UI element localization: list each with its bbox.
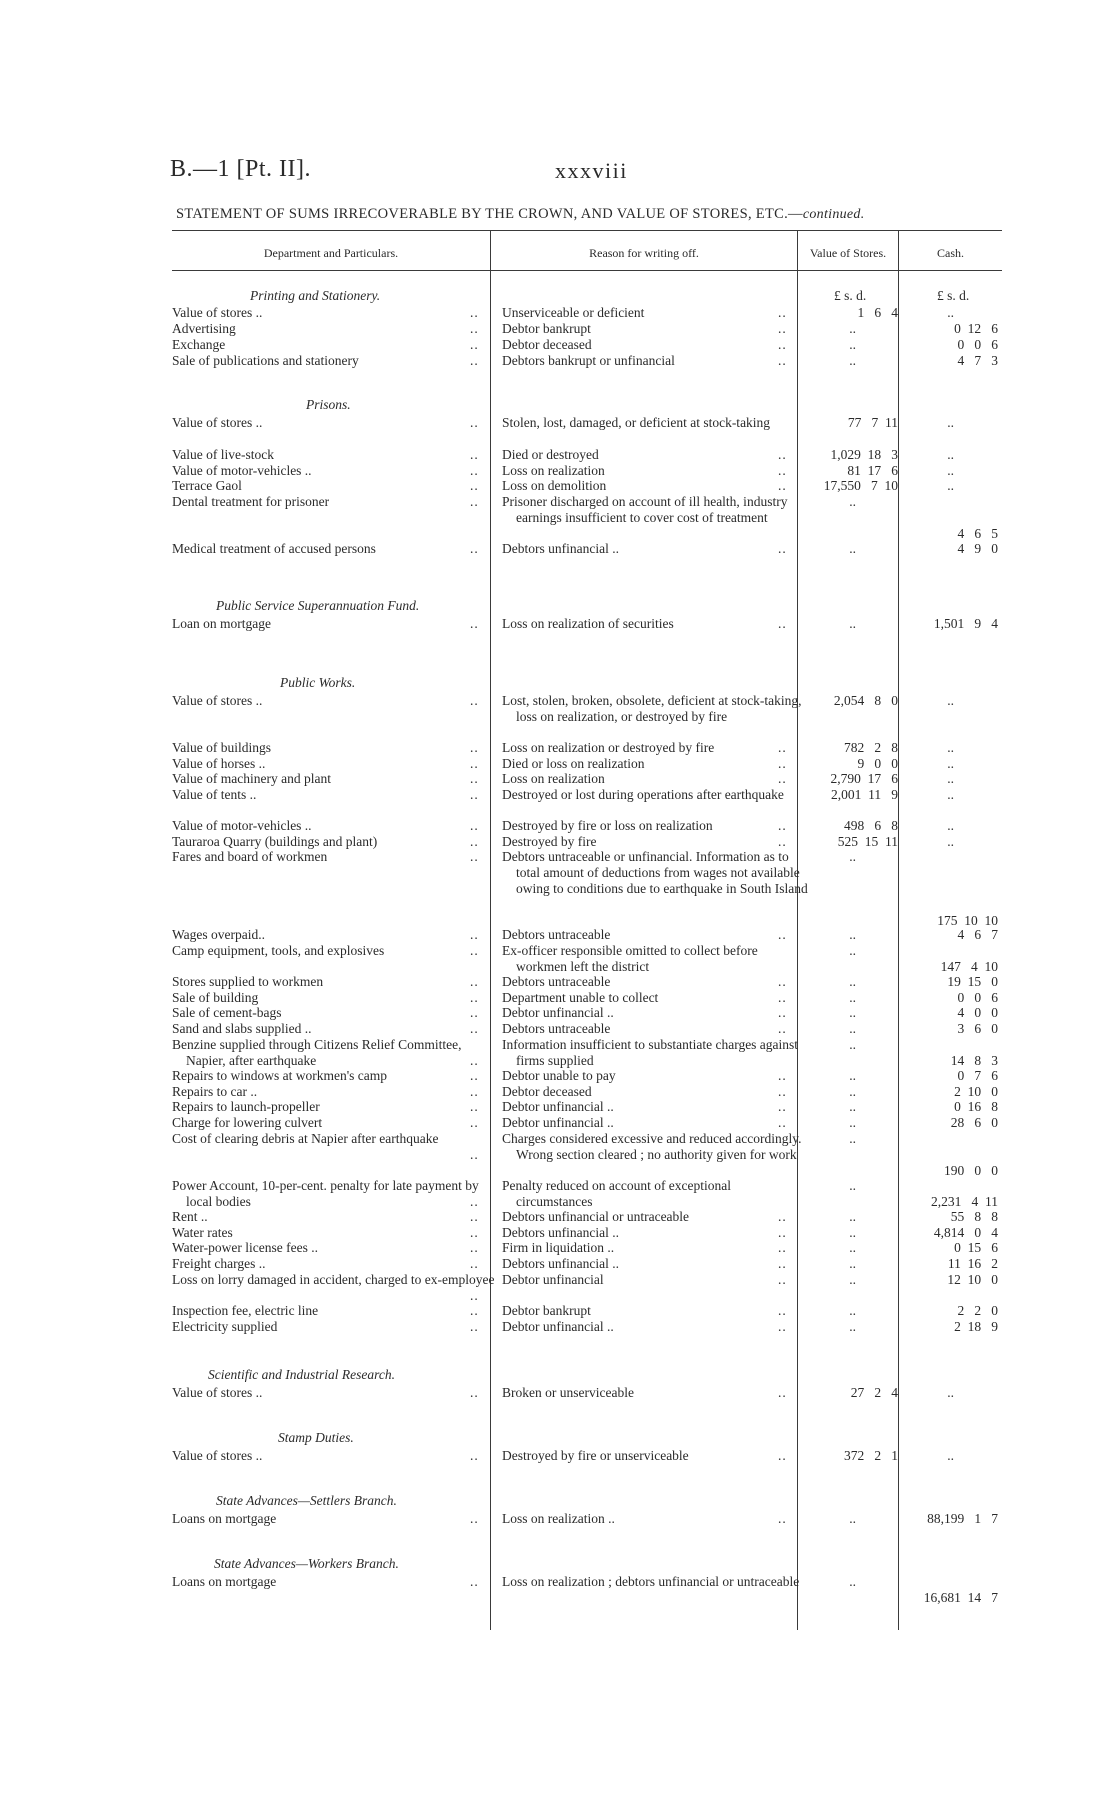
cash-value: 11 16 2 (947, 1256, 998, 1271)
stores-value: .. (849, 849, 856, 864)
reason-cell: Debtors unfinancial .. (502, 1225, 619, 1240)
leader-dots: .. (470, 1115, 479, 1130)
cash-value: 14 8 3 (950, 1053, 998, 1068)
cash-value: .. (947, 305, 954, 320)
leader-dots: .. (470, 1084, 479, 1099)
leader-dots: .. (778, 541, 787, 556)
leader-dots: .. (778, 818, 787, 833)
leader-dots: .. (470, 321, 479, 336)
leader-dots: .. (778, 1256, 787, 1271)
stores-value: .. (849, 1511, 856, 1526)
leader-dots: .. (470, 1209, 479, 1224)
reason-cell: Loss on realization .. (502, 1511, 615, 1526)
leader-dots: .. (470, 1288, 479, 1303)
reason-cell: Debtor unfinancial .. (502, 1005, 614, 1020)
reason-cell: Debtor bankrupt (502, 1303, 591, 1318)
section-heading: Prisons. (306, 397, 351, 412)
cash-value: .. (947, 818, 954, 833)
leader-dots: .. (470, 1005, 479, 1020)
particular-cell: Freight charges .. (172, 1256, 266, 1271)
particular-cell: Inspection fee, electric line (172, 1303, 319, 1318)
particular-cell: Cost of clearing debris at Napier after earthquake (172, 1131, 439, 1146)
leader-dots: .. (470, 756, 479, 771)
reason-cell: Department unable to collect (502, 990, 659, 1005)
page-number: xxxviii (555, 158, 628, 183)
stores-value: .. (849, 1574, 856, 1589)
reason-cell: Loss on realization or destroyed by fire (502, 740, 715, 755)
cash-value: .. (947, 787, 954, 802)
cash-value: 55 8 8 (950, 1209, 998, 1224)
leader-dots: .. (470, 1225, 479, 1240)
leader-dots: .. (778, 1319, 787, 1334)
stores-value: 77 7 11 (847, 415, 898, 430)
leader-dots: .. (470, 1099, 479, 1114)
leader-dots: .. (778, 1385, 787, 1400)
header-top-rule (172, 230, 1002, 231)
particular-cell: Exchange (172, 337, 226, 352)
cash-value: .. (947, 415, 954, 430)
leader-dots: .. (778, 756, 787, 771)
reason-cell: Debtors untraceable (502, 927, 611, 942)
particular-cell: Power Account, 10-per-cent. penalty for late payment by local bodies (172, 1178, 479, 1209)
particular-cell: Loss on lorry damaged in accident, charged to ex-employee (172, 1272, 495, 1287)
column-header-cash: Cash. (937, 246, 964, 260)
reason-cell: Firm in liquidation .. (502, 1240, 615, 1255)
reason-cell: Prisoner discharged on account of ill health, industry earnings insufficient to cover cost of treatment (502, 494, 788, 525)
cash-value: .. (947, 1385, 954, 1400)
leader-dots: .. (778, 990, 787, 1005)
stores-value: .. (849, 353, 856, 368)
cash-value: 16,681 14 7 (923, 1590, 998, 1605)
particular-cell: Value of machinery and plant (172, 771, 331, 786)
particular-cell: Dental treatment for prisoner (172, 494, 330, 509)
reason-cell: Debtors untraceable (502, 974, 611, 989)
stores-value: .. (849, 1225, 856, 1240)
particular-cell: Water rates (172, 1225, 233, 1240)
particular-cell: Terrace Gaol (172, 478, 242, 493)
stores-value: .. (849, 1068, 856, 1083)
cash-value: 4 6 7 (957, 927, 998, 942)
reason-cell: Broken or unserviceable (502, 1385, 634, 1400)
leader-dots: .. (470, 834, 479, 849)
stores-value: .. (849, 616, 856, 631)
reason-cell: Debtor unfinancial .. (502, 1115, 614, 1130)
particular-cell: Water-power license fees .. (172, 1240, 318, 1255)
stores-value: .. (849, 1272, 856, 1287)
stores-value: 81 17 6 (847, 463, 898, 478)
stores-value: .. (849, 1178, 856, 1193)
leader-dots: .. (470, 447, 479, 462)
stores-value: 17,550 7 10 (823, 478, 898, 493)
cash-value: .. (947, 834, 954, 849)
leader-dots: .. (470, 927, 479, 942)
column-divider (490, 230, 491, 1630)
leader-dots: .. (470, 943, 479, 958)
leader-dots: .. (470, 478, 479, 493)
stores-value: .. (849, 1115, 856, 1130)
cash-value: 4 9 0 (957, 541, 998, 556)
page-title (176, 206, 865, 223)
stores-value: 782 2 8 (844, 740, 898, 755)
leader-dots: .. (470, 974, 479, 989)
leader-dots: .. (778, 1099, 787, 1114)
reason-cell: Information insufficient to substantiate charges against firms supplied (502, 1037, 799, 1068)
leader-dots: .. (470, 1068, 479, 1083)
stores-currency-units: £ s. d. (834, 288, 867, 303)
reason-cell: Debtors untraceable or unfinancial. Information as to total amount of deductions from wages not available owing to conditions due to earthquake in South Island (502, 849, 808, 896)
cash-value: .. (947, 756, 954, 771)
reason-cell: Ex-officer responsible omitted to collect before workmen left the district (502, 943, 758, 974)
leader-dots: .. (470, 1194, 479, 1209)
reason-cell: Unserviceable or deficient (502, 305, 645, 320)
particular-cell: Medical treatment of accused persons (172, 541, 376, 556)
column-divider (898, 230, 899, 1630)
reason-cell: Debtors unfinancial .. (502, 1256, 619, 1271)
leader-dots: .. (470, 1574, 479, 1589)
stores-value: 9 0 0 (857, 756, 898, 771)
particular-cell: Value of stores .. (172, 1385, 263, 1400)
leader-dots: .. (778, 1084, 787, 1099)
leader-dots: .. (470, 415, 479, 430)
leader-dots: .. (470, 1147, 479, 1162)
leader-dots: .. (778, 1068, 787, 1083)
cash-value: 19 15 0 (947, 974, 998, 989)
leader-dots: .. (470, 1240, 479, 1255)
cash-value: 0 7 6 (957, 1068, 998, 1083)
section-heading: Public Service Superannuation Fund. (216, 598, 420, 613)
particular-cell: Repairs to windows at workmen's camp (172, 1068, 388, 1083)
leader-dots: .. (470, 818, 479, 833)
leader-dots: .. (470, 1319, 479, 1334)
leader-dots: .. (470, 740, 479, 755)
leader-dots: .. (778, 1303, 787, 1318)
leader-dots: .. (470, 787, 479, 802)
cash-value: 2 18 9 (954, 1319, 998, 1334)
leader-dots: .. (470, 771, 479, 786)
leader-dots: .. (470, 1511, 479, 1526)
cash-currency-units: £ s. d. (937, 288, 970, 303)
particular-cell: Wages overpaid.. (172, 927, 266, 942)
section-heading: Stamp Duties. (278, 1430, 354, 1445)
stores-value: .. (849, 541, 856, 556)
stores-value: .. (849, 1021, 856, 1036)
cash-value: .. (947, 740, 954, 755)
column-header-particulars: Department and Particulars. (263, 246, 399, 260)
section-heading: Scientific and Industrial Research. (208, 1367, 395, 1382)
section-heading: State Advances—Workers Branch. (214, 1556, 399, 1571)
particular-cell: Repairs to launch-propeller (172, 1099, 320, 1114)
leader-dots: .. (778, 927, 787, 942)
stores-value: .. (849, 321, 856, 336)
particular-cell: Camp equipment, tools, and explosives (172, 943, 385, 958)
leader-dots: .. (470, 1303, 479, 1318)
leader-dots: .. (470, 337, 479, 352)
reason-cell: Debtors untraceable (502, 1021, 611, 1036)
cash-value: 0 16 8 (954, 1099, 998, 1114)
cash-value: 2 2 0 (957, 1303, 998, 1318)
stores-value: .. (849, 974, 856, 989)
particular-cell: Value of live-stock (172, 447, 274, 462)
stores-value: 2,054 8 0 (833, 693, 898, 708)
column-header-reason: Reason for writing off. (589, 246, 699, 260)
stores-value: .. (849, 943, 856, 958)
particular-cell: Sale of publications and stationery (172, 353, 359, 368)
reason-cell: Debtors bankrupt or unfinancial (502, 353, 675, 368)
cash-value: 175 10 10 (937, 913, 998, 928)
stores-value: .. (849, 1303, 856, 1318)
particular-cell: Loans on mortgage (172, 1511, 277, 1526)
reason-cell: Debtors unfinancial .. (502, 541, 619, 556)
particular-cell: Sand and slabs supplied .. (172, 1021, 312, 1036)
title-text: STATEMENT OF SUMS IRRECOVERABLE BY THE CROWN, AND VALUE OF STORES, ETC.— (176, 206, 803, 222)
particular-cell: Advertising (172, 321, 236, 336)
leader-dots: .. (778, 447, 787, 462)
cash-value: 2 10 0 (954, 1084, 998, 1099)
cash-value: .. (947, 463, 954, 478)
stores-value: .. (849, 1256, 856, 1271)
cash-value: 4,814 0 4 (933, 1225, 998, 1240)
reason-cell: Debtor deceased (502, 337, 592, 352)
document-reference: B.—1 [Pt. II]. (170, 156, 311, 182)
title-continued: continued. (802, 207, 865, 222)
section-heading: Public Works. (280, 675, 356, 690)
leader-dots: .. (470, 849, 479, 864)
reason-cell: Loss on realization of securities (502, 616, 674, 631)
leader-dots: .. (470, 616, 479, 631)
stores-value: .. (849, 1319, 856, 1334)
leader-dots: .. (470, 1448, 479, 1463)
leader-dots: .. (470, 541, 479, 556)
reason-cell: Debtor unfinancial (502, 1272, 604, 1287)
particular-cell: Loan on mortgage (172, 616, 271, 631)
cash-value: 0 15 6 (954, 1240, 998, 1255)
leader-dots: .. (470, 494, 479, 509)
stores-value: 372 2 1 (844, 1448, 898, 1463)
cash-value: .. (947, 478, 954, 493)
stores-value: 2,001 11 9 (831, 787, 898, 802)
cash-value: 28 6 0 (950, 1115, 998, 1130)
cash-value: 0 0 6 (957, 990, 998, 1005)
leader-dots: .. (778, 1115, 787, 1130)
cash-value: 0 12 6 (954, 321, 998, 336)
reason-cell: Died or destroyed (502, 447, 599, 462)
leader-dots: .. (778, 1448, 787, 1463)
leader-dots: .. (470, 1385, 479, 1400)
particular-cell: Value of buildings (172, 740, 271, 755)
particular-cell: Value of stores .. (172, 693, 263, 708)
reason-cell: Charges considered excessive and reduced accordingly. Wrong section cleared ; no authority given for work (502, 1131, 802, 1162)
leader-dots: .. (778, 1240, 787, 1255)
stores-value: 525 15 11 (837, 834, 898, 849)
section-heading: State Advances—Settlers Branch. (216, 1493, 397, 1508)
section-heading: Printing and Stationery. (250, 288, 381, 303)
reason-cell: Debtor unable to pay (502, 1068, 616, 1083)
reason-cell: Loss on realization ; debtors unfinancial or untraceable (502, 1574, 800, 1589)
reason-cell: Debtor unfinancial .. (502, 1099, 614, 1114)
particular-cell: Value of motor-vehicles .. (172, 818, 312, 833)
leader-dots: .. (778, 1272, 787, 1287)
header-bottom-rule (172, 270, 1002, 271)
stores-value: .. (849, 990, 856, 1005)
leader-dots: .. (778, 1209, 787, 1224)
cash-value: 190 0 0 (944, 1163, 998, 1178)
stores-value: .. (849, 1037, 856, 1052)
particular-cell: Rent .. (172, 1209, 208, 1224)
particular-cell: Electricity supplied (172, 1319, 278, 1334)
leader-dots: .. (778, 1021, 787, 1036)
reason-cell: Stolen, lost, damaged, or deficient at stock-taking (502, 415, 771, 430)
particular-cell: Loans on mortgage (172, 1574, 277, 1589)
particular-cell: Value of stores .. (172, 305, 263, 320)
cash-value: 4 7 3 (957, 353, 998, 368)
leader-dots: .. (778, 478, 787, 493)
particular-cell: Benzine supplied through Citizens Relief Committee, Napier, after earthquake (172, 1037, 462, 1068)
reason-cell: Destroyed by fire or unserviceable (502, 1448, 689, 1463)
particular-cell: Value of motor-vehicles .. (172, 463, 312, 478)
reason-cell: Loss on realization (502, 463, 605, 478)
leader-dots: .. (778, 771, 787, 786)
stores-value: .. (849, 1240, 856, 1255)
leader-dots: .. (470, 305, 479, 320)
cash-value: .. (947, 447, 954, 462)
cash-value: .. (947, 693, 954, 708)
leader-dots: .. (778, 834, 787, 849)
reason-cell: Loss on realization (502, 771, 605, 786)
particular-cell: Repairs to car .. (172, 1084, 258, 1099)
cash-value: 0 0 6 (957, 337, 998, 352)
reason-cell: Destroyed or lost during operations after earthquake (502, 787, 784, 802)
particular-cell: Charge for lowering culvert (172, 1115, 323, 1130)
leader-dots: .. (778, 740, 787, 755)
stores-value: .. (849, 927, 856, 942)
leader-dots: .. (470, 1021, 479, 1036)
cash-value: 147 4 10 (940, 959, 998, 974)
cash-value: .. (947, 1448, 954, 1463)
stores-value: .. (849, 494, 856, 509)
stores-value: .. (849, 1131, 856, 1146)
column-divider (797, 230, 798, 1630)
cash-value: 88,199 1 7 (927, 1511, 998, 1526)
leader-dots: .. (778, 337, 787, 352)
column-header-stores: Value of Stores. (809, 246, 887, 260)
stores-value: .. (849, 1099, 856, 1114)
particular-cell: Sale of building (172, 990, 259, 1005)
particular-cell: Tauraroa Quarry (buildings and plant) (172, 834, 378, 849)
leader-dots: .. (470, 463, 479, 478)
particular-cell: Value of stores .. (172, 415, 263, 430)
stores-value: .. (849, 1209, 856, 1224)
reason-cell: Destroyed by fire (502, 834, 597, 849)
leader-dots: .. (470, 990, 479, 1005)
leader-dots: .. (778, 1225, 787, 1240)
reason-cell: Debtor unfinancial .. (502, 1319, 614, 1334)
cash-value: 2,231 4 11 (931, 1194, 998, 1209)
cash-value: 4 6 5 (957, 526, 998, 541)
cash-value: 12 10 0 (947, 1272, 998, 1287)
leader-dots: .. (778, 974, 787, 989)
leader-dots: .. (778, 353, 787, 368)
stores-value: .. (849, 1005, 856, 1020)
cash-value: 1,501 9 4 (933, 616, 998, 631)
stores-value: .. (849, 337, 856, 352)
cash-value: 3 6 0 (957, 1021, 998, 1036)
reason-cell: Debtor deceased (502, 1084, 592, 1099)
reason-cell: Loss on demolition (502, 478, 607, 493)
leader-dots: .. (778, 1511, 787, 1526)
leader-dots: .. (470, 693, 479, 708)
particular-cell: Sale of cement-bags (172, 1005, 282, 1020)
leader-dots: .. (778, 1005, 787, 1020)
particular-cell: Value of tents .. (172, 787, 257, 802)
reason-cell: Penalty reduced on account of exceptional circumstances (502, 1178, 732, 1209)
cash-value: 4 0 0 (957, 1005, 998, 1020)
reason-cell: Destroyed by fire or loss on realization (502, 818, 713, 833)
particular-cell: Value of stores .. (172, 1448, 263, 1463)
reason-cell: Lost, stolen, broken, obsolete, deficient at stock-taking, loss on realization, or destroyed by fire (502, 693, 802, 724)
leader-dots: .. (778, 321, 787, 336)
leader-dots: .. (470, 353, 479, 368)
particular-cell: Fares and board of workmen (172, 849, 328, 864)
reason-cell: Debtors unfinancial or untraceable (502, 1209, 690, 1224)
cash-value: .. (947, 771, 954, 786)
stores-value: 1,029 18 3 (830, 447, 898, 462)
leader-dots: .. (778, 463, 787, 478)
leader-dots: .. (470, 1256, 479, 1271)
stores-value: .. (849, 1084, 856, 1099)
stores-value: 2,790 17 6 (830, 771, 898, 786)
particular-cell: Value of horses .. (172, 756, 266, 771)
leader-dots: .. (778, 305, 787, 320)
leader-dots: .. (778, 616, 787, 631)
stores-value: 498 6 8 (844, 818, 898, 833)
stores-value: 1 6 4 (857, 305, 898, 320)
leader-dots: .. (470, 1053, 479, 1068)
stores-value: 27 2 4 (850, 1385, 898, 1400)
reason-cell: Debtor bankrupt (502, 321, 591, 336)
particular-cell: Stores supplied to workmen (172, 974, 324, 989)
reason-cell: Died or loss on realization (502, 756, 645, 771)
